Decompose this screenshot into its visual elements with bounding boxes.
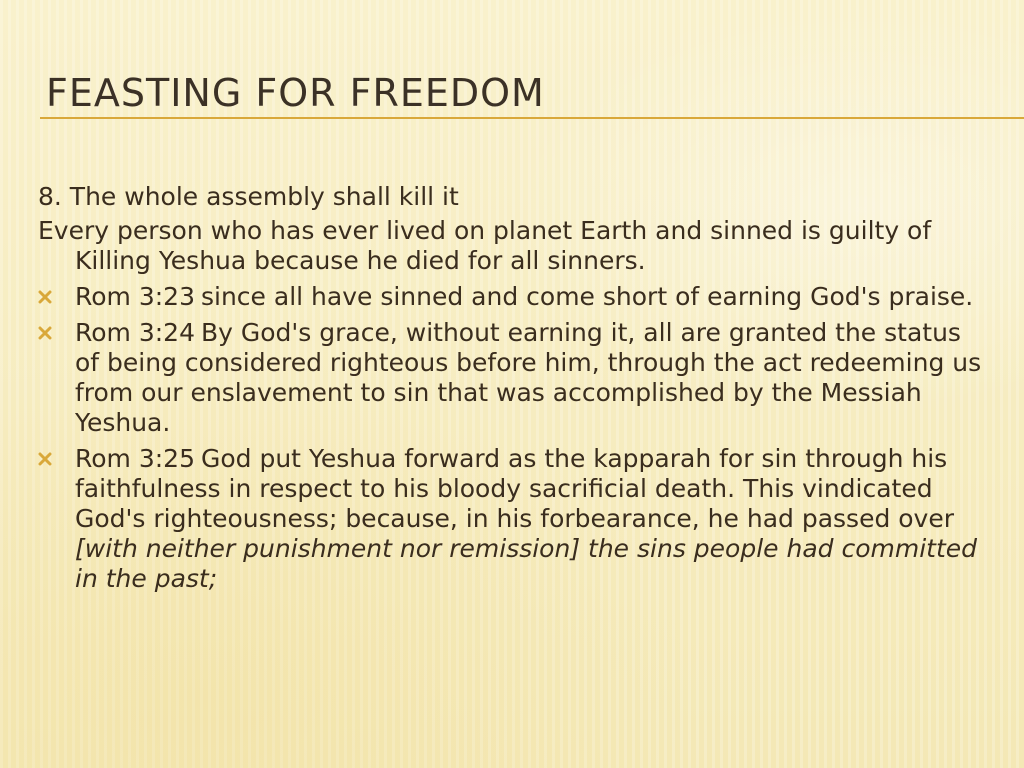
slide-content: [38, 182, 988, 600]
intro-paragraph: Every person who has ever lived on planet Earth and sinned is guilty of Killing Yeshua because he died for all sinners.: [38, 216, 932, 275]
bullet-item-rom-3-24: [38, 318, 988, 438]
scripture-text: since all have sinned and come short of earning God's praise.: [200, 282, 974, 311]
bullet-item-rom-3-25: [38, 444, 988, 594]
point-heading: 8. The whole assembly shall kill it: [38, 182, 459, 211]
scripture-italic-text: [with neither punishment nor remission] the sins people had committed in the past;: [75, 534, 978, 593]
scripture-text: God put Yeshua forward as the kapparah for sin through his faithfulness in respect to his bloody sacrificial death. This vindicated God's righteousness; because, in his forbearance, he had passed over: [75, 444, 955, 533]
x-mark-icon: [38, 290, 52, 304]
x-mark-icon: [38, 452, 52, 466]
scripture-reference: Rom 3:23: [75, 282, 195, 311]
scripture-reference: Rom 3:24: [75, 318, 195, 347]
scripture-text: By God's grace, without earning it, all are granted the status of being considered righteous before him, through the act redeeming us from our enslavement to sin that was accomplished by the Messiah Yeshua.: [75, 318, 982, 437]
x-mark-icon: [38, 326, 52, 340]
scripture-reference: Rom 3:25: [75, 444, 195, 473]
slide-title: FEASTING FOR FREEDOM: [46, 71, 545, 115]
bullet-item-rom-3-23: [38, 282, 988, 312]
title-underline: [40, 117, 1024, 119]
